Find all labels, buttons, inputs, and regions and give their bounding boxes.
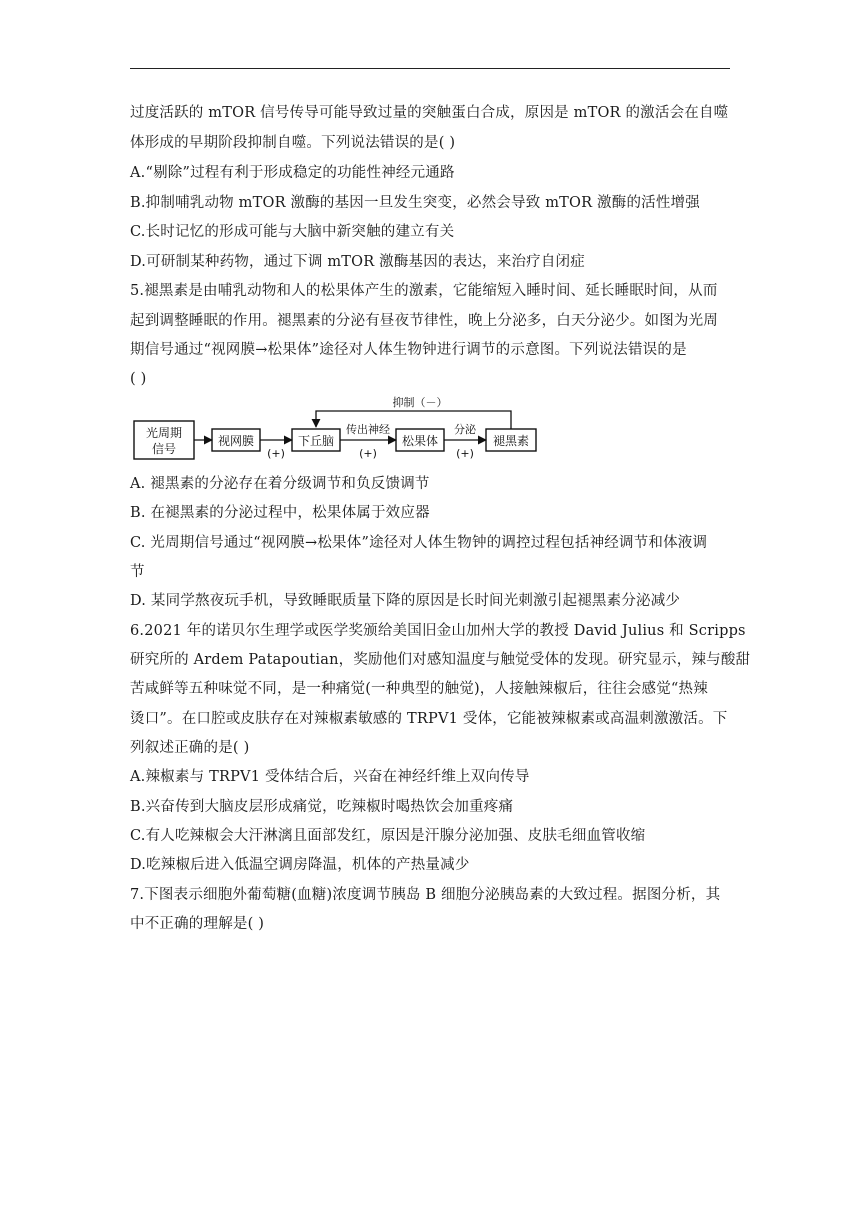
option-b: B. 在褪黑素的分泌过程中，松果体属于效应器 xyxy=(130,505,430,521)
secretion-label: 分泌 xyxy=(454,423,476,436)
option-d: D.吃辣椒后进入低温空调房降温，机体的产热量减少 xyxy=(130,857,470,873)
header-rule xyxy=(130,68,730,69)
option-c: C. 光周期信号通过“视网膜→松果体”途径对人体生物钟的调控过程包括神经调节和体液调 xyxy=(130,535,708,551)
question-6-stem: 列叙述正确的是( ) xyxy=(130,740,250,756)
box-pineal-label: 松果体 xyxy=(401,434,439,448)
option-c-cont: 节 xyxy=(130,564,145,580)
efferent-nerve-label: 传出神经 xyxy=(346,423,390,436)
question-6-stem: 烫口”。在口腔或皮肤存在对辣椒素敏感的 TRPV1 受体，它能被辣椒素或高温刺激激活。下 xyxy=(130,711,728,727)
question-6-stem: 苦咸鲜等五种味觉不同，是一种痛觉(一种典型的触觉)，人接触辣椒后，往往会感觉“热辣 xyxy=(130,681,708,697)
option-a: A.“剔除”过程有利于形成稳定的功能性神经元通路 xyxy=(130,165,455,181)
text-line: 过度活跃的 mTOR 信号传导可能导致过量的突触蛋白合成，原因是 mTOR 的激活会在自噬 xyxy=(130,105,729,121)
option-a: A. 褪黑素的分泌存在着分级调节和负反馈调节 xyxy=(130,476,430,492)
inhibition-label: 抑制（－） xyxy=(392,396,448,409)
answer-bracket: ( ) xyxy=(130,371,147,387)
question-5-stem: 5.褪黑素是由哺乳动物和人的松果体产生的激素，它能缩短入睡时间、延长睡眠时间，从而 xyxy=(130,283,718,299)
question-5-stem: 起到调整睡眠的作用。褪黑素的分泌有昼夜节律性，晚上分泌多，白天分泌少。如图为光周 xyxy=(130,313,718,329)
question-5-stem: 期信号通过“视网膜→松果体”途径对人体生物钟进行调节的示意图。下列说法错误的是 xyxy=(130,342,687,358)
question-6-stem: 6.2021 年的诺贝尔生理学或医学奖颁给美国旧金山加州大学的教授 David Julius 和 Scripps xyxy=(130,623,746,639)
box-light-signal-label: 信号 xyxy=(151,442,177,456)
option-a: A.辣椒素与 TRPV1 受体结合后，兴奋在神经纤维上双向传导 xyxy=(130,769,530,785)
box-light-signal-label: 光周期 xyxy=(145,426,183,440)
question-7-stem: 中不正确的理解是( ) xyxy=(130,916,265,932)
plus-label: (+) xyxy=(359,447,377,460)
plus-label: (+) xyxy=(456,447,474,460)
option-b: B.兴奋传到大脑皮层形成痛觉，吃辣椒时喝热饮会加重疼痛 xyxy=(130,799,514,815)
box-retina-label: 视网膜 xyxy=(217,434,255,448)
melatonin-pathway-diagram xyxy=(130,393,550,465)
option-b: B.抑制哺乳动物 mTOR 激酶的基因一旦发生突变，必然会导致 mTOR 激酶的活性增强 xyxy=(130,195,700,211)
question-7-stem: 7.下图表示细胞外葡萄糖(血糖)浓度调节胰岛 B 细胞分泌胰岛素的大致过程。据图分析，其 xyxy=(130,887,721,903)
option-d: D.可研制某种药物，通过下调 mTOR 激酶基因的表达，来治疗自闭症 xyxy=(130,254,585,270)
text-line: 体形成的早期阶段抑制自噬。下列说法错误的是( ) xyxy=(130,135,456,151)
box-melatonin-label: 褪黑素 xyxy=(492,434,530,448)
option-c: C.有人吃辣椒会大汗淋漓且面部发红，原因是汗腺分泌加强、皮肤毛细血管收缩 xyxy=(130,828,646,844)
option-c: C.长时记忆的形成可能与大脑中新突触的建立有关 xyxy=(130,224,455,240)
plus-label: (+) xyxy=(267,447,285,460)
question-6-stem: 研究所的 Ardem Patapoutian，奖励他们对感知温度与触觉受体的发现。研究显示，辣与酸甜 xyxy=(130,652,751,668)
option-d: D. 某同学熬夜玩手机，导致睡眠质量下降的原因是长时间光刺激引起褪黑素分泌减少 xyxy=(130,593,681,609)
box-hypothalamus-label: 下丘脑 xyxy=(297,434,335,448)
